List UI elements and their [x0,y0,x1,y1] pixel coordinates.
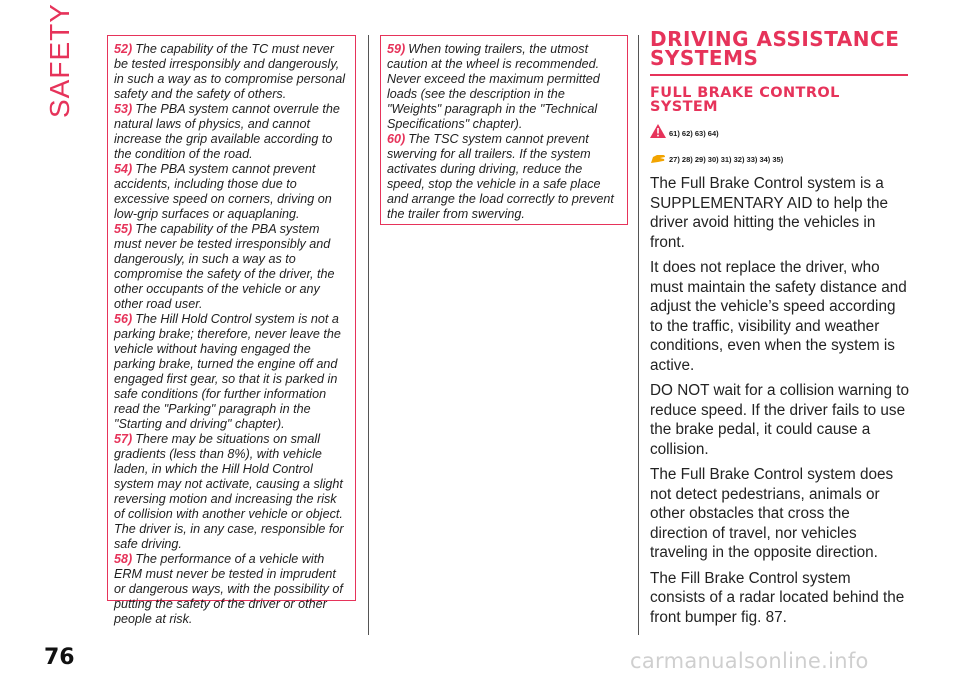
warning-item [114,432,349,552]
warning-triangle-icon [650,124,666,138]
body-paragraph: It does not replace the driver, who must maintain the safety distance and adjust the vehicle’s speed according to the traffic, visibility and weather conditions, even when the system is active. [650,259,907,374]
warning-text: The PBA system cannot prevent accidents, including those due to excessive speed on corners, driving on low-grip surfaces or aquaplaning. [114,162,332,221]
warning-item [114,222,349,312]
warning-text: The Hill Hold Control system is not a parking brake; therefore, never leave the vehicle without having engaged the parking brake, turned the engine off and engaged first gear, so that it is parked in safe conditions (for further information read the "Parking" paragraph in the "Starting and driving" chapter). [114,312,341,431]
warning-number: 55) [114,222,133,236]
body-paragraph: The Full Brake Control system is a SUPPLEMENTARY AID to help the driver avoid hitting the vehicles in front. [650,175,889,251]
warning-item [114,312,349,432]
warnings-box-middle [380,35,628,225]
column-divider-right [638,35,639,635]
warning-item [114,162,349,222]
warning-number: 54) [114,162,133,176]
warning-text: The performance of a vehicle with ERM must never be tested in imprudent or dangerous ways, with the possibility of putting the safety of the driver or other people at risk. [114,552,343,626]
warning-item [387,132,621,222]
watermark: carmanualsonline.info [630,649,869,673]
warning-number: 56) [114,312,133,326]
warning-text: The TSC system cannot prevent swerving for all trailers. If the system activates during driving, reduce the speed, stop the vehicle in a safe place and arrange the load correctly to prevent the trailer from swerving. [387,132,614,221]
body-paragraph: The Fill Brake Control system consists of a radar located behind the front bumper fig. 87. [650,569,905,626]
warnings-box-left [107,35,356,626]
section-heading: DRIVING ASSISTANCE SYSTEMS [650,27,900,70]
heading-rule [650,74,908,76]
note-refs-row [650,148,910,164]
warning-refs: 61) 62) 63) 64) [669,129,719,138]
body-paragraph: The Full Brake Control system does not detect pedestrians, animals or other obstacles that cross the direction of travel, nor vehicles traveling in the opposite direction. [650,466,894,561]
warning-number: 60) [387,132,406,146]
subsection-heading: FULL BRAKE CONTROL SYSTEM [650,85,840,115]
warning-item [114,42,349,102]
warning-refs-row [650,122,910,138]
warning-item [114,552,349,627]
note-refs: 27) 28) 29) 30) 31) 32) 33) 34) 35) [669,155,784,164]
warning-text: The capability of the PBA system must never be tested irresponsibly and dangerously, in such a way as to compromise the safety of the driver, the other occupants of the vehicle or any other road user. [114,222,335,311]
warning-text: When towing trailers, the utmost caution at the wheel is recommended. Never exceed the maximum permitted loads (see the description in the "Weights" paragraph in the "Technical Specifications" chapter). [387,42,600,131]
body-text [650,174,910,627]
page-number: 76 [44,645,75,670]
warning-number: 57) [114,432,133,446]
warning-number: 59) [387,42,406,56]
warning-number: 58) [114,552,133,566]
warning-number: 52) [114,42,133,56]
section-side-title [44,3,84,118]
warning-item [114,102,349,162]
warning-text: There may be situations on small gradients (less than 8%), with vehicle laden, in which the Hill Hold Control system may not activate, causing a slight reversing motion and increasing the risk of collision with another vehicle or object. The driver is, in any case, responsible for safe driving. [114,432,344,551]
warning-text: The PBA system cannot overrule the natural laws of physics, and cannot increase the grip available according to the condition of the road. [114,102,340,161]
warning-number: 53) [114,102,133,116]
body-paragraph: DO NOT wait for a collision warning to reduce speed. If the driver fails to use the brake pedal, it could cause a collision. [650,382,910,458]
section-side-title-text: SAFETY [44,3,75,118]
right-column [650,27,910,633]
column-divider-left [368,35,369,635]
note-hand-icon [650,150,666,164]
warning-text: The capability of the TC must never be tested irresponsibly and dangerously, in such a way as to compromise personal safety and the safety of others. [114,42,345,101]
warning-item [387,42,621,132]
